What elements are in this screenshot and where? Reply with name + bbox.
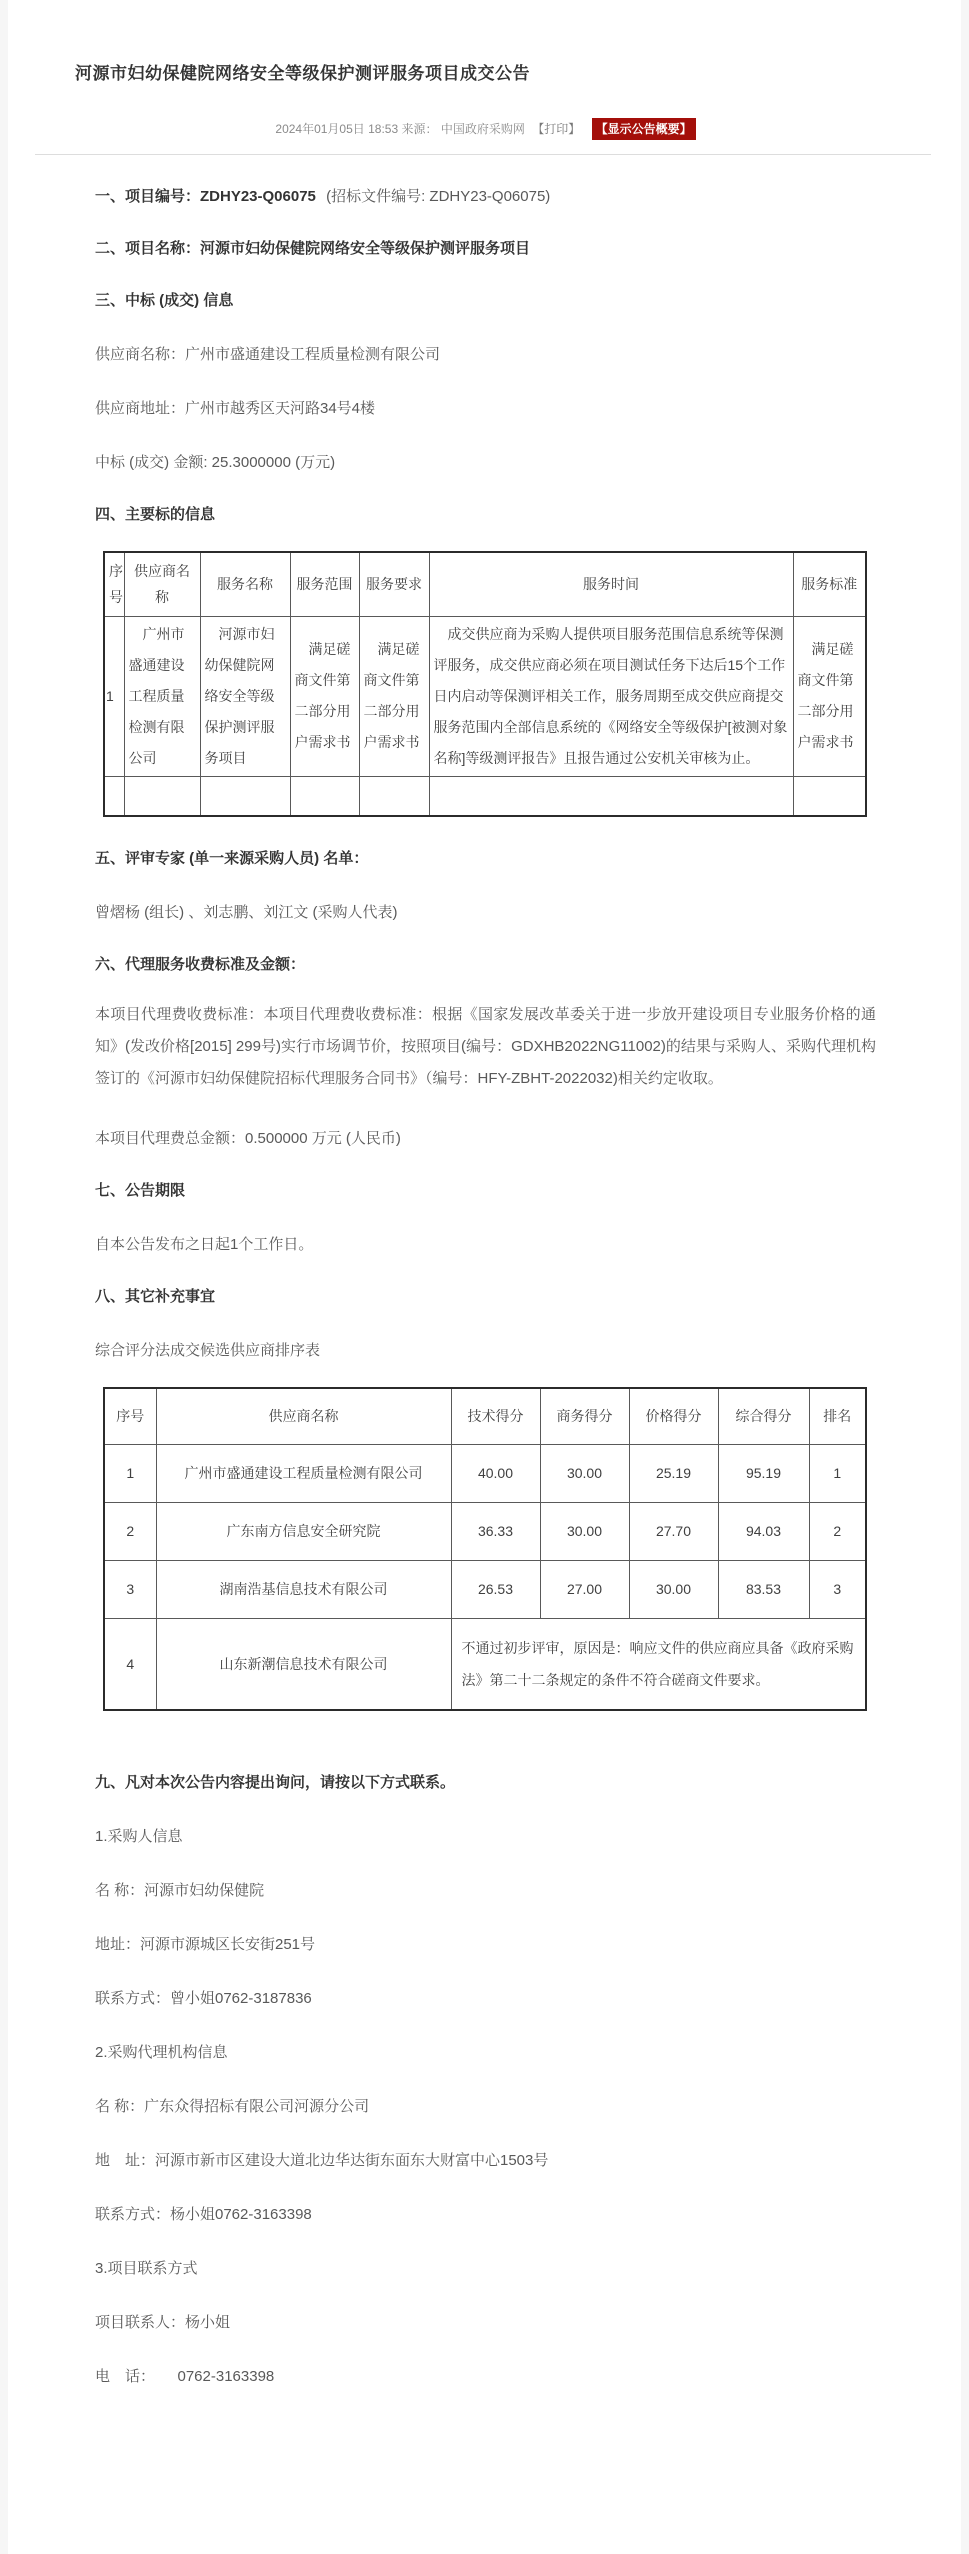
award-table-empty-row [104, 776, 866, 816]
cell-reject-reason: 不通过初步评审，原因是：响应文件的供应商应具备《政府采购法》第二十二条规定的条件不符合磋商文件要求。 [451, 1618, 866, 1710]
agency-fee-standard-paragraph: 本项目代理费收费标准：本项目代理费收费标准：根据《国家发展改革委关于进一步放开建设项目专业服务价格的通知》(发改价格[2015] 299号)实行市场调节价，按照项目(编号：GDXHB2022NG11002)的结果与采购人、采购代理机构签订的《河源市妇幼保健院招标代理服务合同书》（编号：HFY-ZBHT-2022032)相关约定收取。 [95, 1006, 876, 1087]
purchaser-name-line: 名 称：河源市妇幼保健院 [95, 1882, 265, 1899]
score-table-caption: 综合评分法成交候选供应商排序表 [95, 1342, 321, 1359]
th-tech-score: 技术得分 [451, 1388, 540, 1444]
project-contact-label: 3.项目联系方式 [95, 2260, 198, 2277]
th-service-time: 服务时间 [429, 552, 793, 616]
award-table-header-row [104, 552, 866, 616]
cell-supplier: 广州市盛通建设工程质量检测有限公司 [124, 616, 200, 776]
empty-cell [359, 776, 429, 816]
th-price-score: 价格得分 [629, 1388, 718, 1444]
purchaser-address-line: 地址：河源市源城区长安街251号 [95, 1936, 316, 1953]
publish-datetime: 2024年01月05日 18:53 [275, 122, 399, 136]
cell-rank-seq: 1 [104, 1444, 156, 1502]
section-agency-fee-heading: 六、代理服务收费标准及金额： [95, 956, 306, 973]
cell-tech-score: 36.33 [451, 1502, 540, 1560]
cell-rank-supplier: 广州市盛通建设工程质量检测有限公司 [156, 1444, 451, 1502]
cell-rank-supplier: 广东南方信息安全研究院 [156, 1502, 451, 1560]
cell-service-scope: 满足磋商文件第二部分用户需求书 [290, 616, 359, 776]
section-other-heading: 八、其它补充事宜 [95, 1288, 216, 1305]
cell-price-score: 25.19 [629, 1444, 718, 1502]
announcement-page [8, 0, 961, 2554]
notice-period-line: 自本公告发布之日起1个工作日。 [95, 1236, 314, 1253]
award-detail-table [103, 551, 867, 817]
section-notice-period-heading: 七、公告期限 [95, 1182, 186, 1199]
score-ranking-table [103, 1387, 867, 1711]
cell-service-time: 成交供应商为采购人提供项目服务范围信息系统等保测评服务，成交供应商必须在项目测试任务下达后15个工作日内启动等保测评相关工作，服务周期至成交供应商提交服务范围内全部信息系统的《网络安全等级保护[被测对象名称]等级测评报告》且报告通过公安机关审核为止。 [429, 616, 793, 776]
agency-name-line: 名 称：广东众得招标有限公司河源分公司 [95, 2098, 370, 2115]
cell-rank: 3 [809, 1560, 866, 1618]
supplier-address-line: 供应商地址：广州市越秀区天河路34号4楼 [95, 400, 376, 417]
agency-info-label: 2.采购代理机构信息 [95, 2044, 228, 2061]
supplier-name-line: 供应商名称：广州市盛通建设工程质量检测有限公司 [95, 346, 441, 363]
section-contact-heading: 九、凡对本次公告内容提出询问，请按以下方式联系。 [95, 1774, 456, 1791]
th-rank-supplier: 供应商名称 [156, 1388, 451, 1444]
th-business-score: 商务得分 [540, 1388, 629, 1444]
meta-bar [95, 118, 876, 140]
purchaser-info-label: 1.采购人信息 [95, 1828, 183, 1845]
score-row [104, 1502, 866, 1560]
th-rank-seq: 序号 [104, 1388, 156, 1444]
agency-fee-total-line: 本项目代理费总金额：0.500000 万元 (人民币) [95, 1130, 401, 1147]
th-service-name: 服务名称 [200, 552, 290, 616]
award-table-data-row [104, 616, 866, 776]
cell-seq: 1 [104, 616, 124, 776]
section-award-info-heading: 三、中标 (成交) 信息 [95, 292, 234, 309]
empty-cell [793, 776, 866, 816]
cell-rank-supplier: 山东新潮信息技术有限公司 [156, 1618, 451, 1710]
empty-cell [429, 776, 793, 816]
cell-price-score: 27.70 [629, 1502, 718, 1560]
score-row [104, 1444, 866, 1502]
cell-rank-seq: 4 [104, 1618, 156, 1710]
section-experts-heading: 五、评审专家 (单一来源采购人员) 名单： [95, 850, 369, 867]
cell-service-name: 河源市妇幼保健院网络安全等级保护测评服务项目 [200, 616, 290, 776]
divider [35, 154, 931, 155]
cell-total-score: 95.19 [718, 1444, 809, 1502]
th-seq: 序号 [104, 552, 124, 616]
award-amount-line: 中标 (成交) 金额: 25.3000000 (万元) [95, 454, 336, 471]
project-number-note: (招标文件编号: ZDHY23-Q06075) [326, 188, 551, 205]
th-service-requirement: 服务要求 [359, 552, 429, 616]
experts-names-line: 曾熠杨 (组长) 、刘志鹏、刘江文 (采购人代表) [95, 904, 398, 921]
cell-tech-score: 40.00 [451, 1444, 540, 1502]
th-service-scope: 服务范围 [290, 552, 359, 616]
page-title: 河源市妇幼保健院网络安全等级保护测评服务项目成交公告 [75, 64, 530, 83]
empty-cell [104, 776, 124, 816]
cell-tech-score: 26.53 [451, 1560, 540, 1618]
purchaser-contact-line: 联系方式：曾小姐0762-3187836 [95, 1990, 312, 2007]
empty-cell [200, 776, 290, 816]
cell-rank-seq: 3 [104, 1560, 156, 1618]
section-project-number [95, 187, 876, 207]
project-contact-person-line: 项目联系人：杨小姐 [95, 2314, 231, 2331]
section-main-items-heading: 四、主要标的信息 [95, 506, 216, 523]
cell-service-requirement: 满足磋商文件第二部分用户需求书 [359, 616, 429, 776]
show-summary-button[interactable]: 【显示公告概要】 [592, 118, 696, 140]
cell-service-standard: 满足磋商文件第二部分用户需求书 [793, 616, 866, 776]
cell-rank-supplier: 湖南浩基信息技术有限公司 [156, 1560, 451, 1618]
cell-rank: 2 [809, 1502, 866, 1560]
cell-business-score: 30.00 [540, 1502, 629, 1560]
empty-cell [290, 776, 359, 816]
section-project-name: 二、项目名称：河源市妇幼保健院网络安全等级保护测评服务项目 [95, 240, 531, 257]
cell-total-score: 94.03 [718, 1502, 809, 1560]
cell-business-score: 30.00 [540, 1444, 629, 1502]
th-total-score: 综合得分 [718, 1388, 809, 1444]
source-label: 来源： [401, 122, 438, 136]
score-row [104, 1560, 866, 1618]
th-supplier: 供应商名称 [124, 552, 200, 616]
project-phone-line: 电 话： 0762-3163398 [95, 2368, 275, 2385]
cell-business-score: 27.00 [540, 1560, 629, 1618]
print-button[interactable]: 【打印】 [532, 122, 581, 136]
score-row-rejected [104, 1618, 866, 1710]
empty-cell [124, 776, 200, 816]
agency-address-line: 地 址：河源市新市区建设大道北边华达街东面东大财富中心1503号 [95, 2152, 549, 2169]
agency-contact-line: 联系方式：杨小姐0762-3163398 [95, 2206, 312, 2223]
th-rank: 排名 [809, 1388, 866, 1444]
cell-total-score: 83.53 [718, 1560, 809, 1618]
cell-price-score: 30.00 [629, 1560, 718, 1618]
project-number-heading: 一、项目编号：ZDHY23-Q06075 [95, 188, 316, 205]
cell-rank-seq: 2 [104, 1502, 156, 1560]
th-service-standard: 服务标准 [793, 552, 866, 616]
source-name: 中国政府采购网 [440, 122, 525, 136]
cell-rank: 1 [809, 1444, 866, 1502]
score-table-header-row [104, 1388, 866, 1444]
